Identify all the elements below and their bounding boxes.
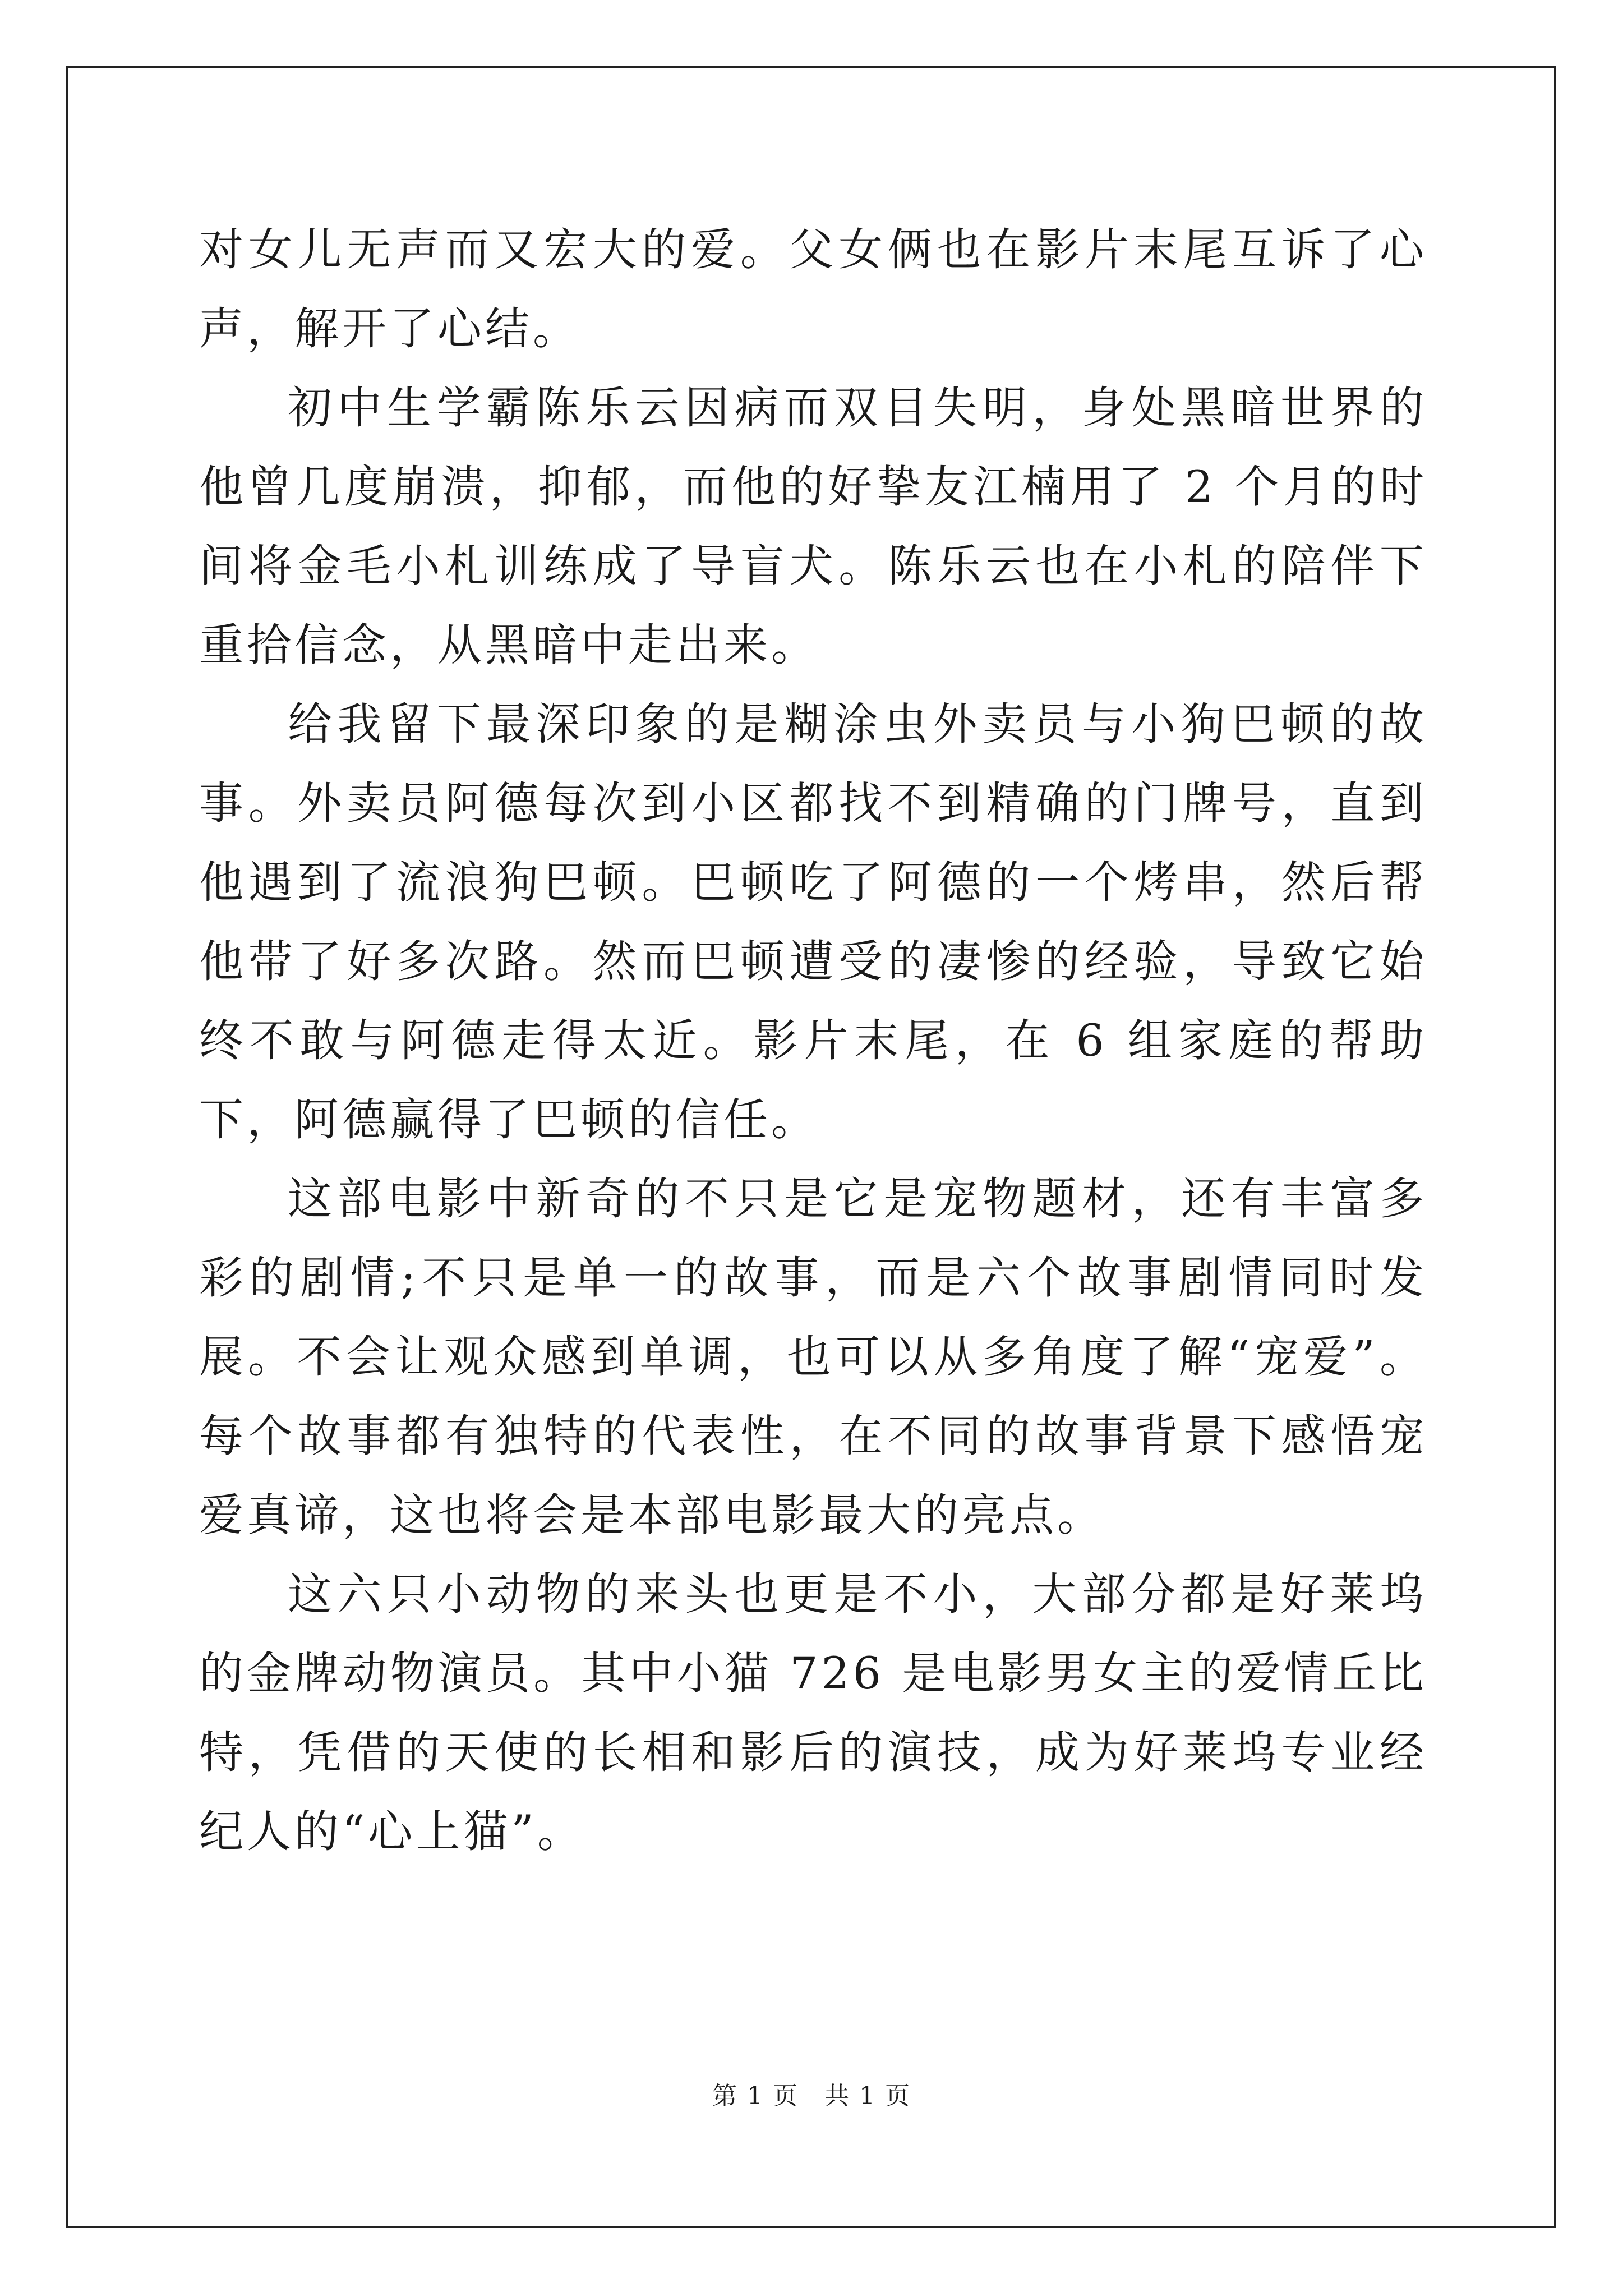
paragraph-1: 对女儿无声而又宏大的爱。父女俩也在影片末尾互诉了心声，解开了心结。 [199,224,1427,355]
paragraph-5: 这六只小动物的来头也更是不小，大部分都是好莱坞的金牌动物演员。其中小猫 726 是电影男女主的爱情丘比特，凭借的天使的长相和影后的演技，成为好莱坞专业经纪人的“心上猫”。 [199,1568,1427,1857]
page-number-footer: 第 1 页 共 1 页 [712,2082,911,2110]
document-body [199,210,1427,1871]
paragraph-3: 给我留下最深印象的是糊涂虫外卖员与小狗巴顿的故事。外卖员阿德每次到小区都找不到精确的门牌号，直到他遇到了流浪狗巴顿。巴顿吃了阿德的一个烤串，然后帮他带了好多次路。然而巴顿遭受的凄惨的经验，导致它始终不敢与阿德走得太近。影片末尾，在 6 组家庭的帮助下，阿德赢得了巴顿的信任。 [199,698,1427,1145]
paragraph-2: 初中生学霸陈乐云因病而双目失明，身处黑暗世界的他曾几度崩溃，抑郁，而他的好挚友江楠用了 2 个月的时间将金毛小札训练成了导盲犬。陈乐云也在小札的陪伴下重拾信念，从黑暗中走出来。 [199,382,1427,671]
paragraph-4: 这部电影中新奇的不只是它是宠物题材，还有丰富多彩的剧情;不只是单一的故事，而是六个故事剧情同时发展。不会让观众感到单调，也可以从多角度了解“宠爱”。每个故事都有独特的代表性，在不同的故事背景下感悟宠爱真谛，这也将会是本部电影最大的亮点。 [199,1173,1427,1541]
